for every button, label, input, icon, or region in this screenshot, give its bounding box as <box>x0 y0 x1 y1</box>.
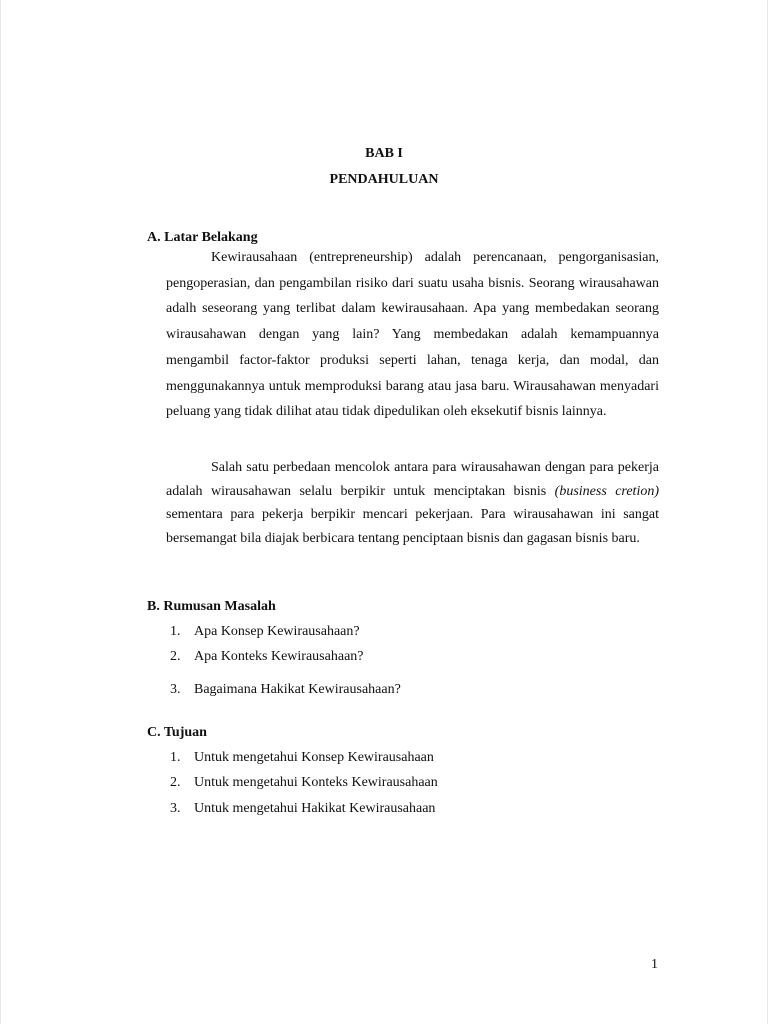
list-item-text: Apa Konteks Kewirausahaan? <box>194 649 364 664</box>
list-item-text: Untuk mengetahui Konsep Kewirausahaan <box>194 750 434 765</box>
page-number: 1 <box>651 957 658 972</box>
list-item-number: 1. <box>170 750 181 765</box>
list-item-number: 3. <box>170 801 181 816</box>
section-c-heading: C. Tujuan <box>147 725 207 740</box>
list-item <box>170 775 438 791</box>
list-item-number: 1. <box>170 624 181 639</box>
list-item-text: Bagaimana Hakikat Kewirausahaan? <box>194 682 401 697</box>
list-item <box>170 750 434 766</box>
list-item-number: 3. <box>170 682 181 697</box>
chapter-title: PENDAHULUAN <box>329 172 439 187</box>
background-paragraph-2-text-start: Salah satu perbedaan mencolok antara para wirausahawan dengan para pekerja adalah wirausahawan selalu berpikir untuk menciptakan bisnis <box>166 460 659 499</box>
list-item-number: 2. <box>170 649 181 664</box>
list-item-number: 2. <box>170 775 181 790</box>
background-paragraph-2-text-end: sementara para pekerja berpikir mencari pekerjaan. Para wirausahawan ini sangat bersemangat bila diajak berbicara tentang penciptaan bisnis dan gagasan bisnis baru. <box>166 507 659 546</box>
list-item <box>170 801 435 817</box>
background-paragraph-1-text: Kewirausahaan (entrepreneurship) adalah perencanaan, pengorganisasian, pengoperasian, dan pengambilan risiko dari suatu usaha bisnis. Seorang wirausahawan adalh seseorang yang terlibat dalam kewirausahaan. Apa yang membedakan seorang wirausahawan dengan yang lain? Yang membedakan adalah kemampuannya mengambil factor-faktor produksi seperti lahan, tenaga kerja, dan modal, dan menggunakannya untuk memproduksi barang atau jasa baru. Wirausahawan menyadari peluang yang tidak dilihat atau tidak dipedulikan oleh eksekutif bisnis lainnya. <box>166 250 659 420</box>
list-item <box>170 682 401 698</box>
list-item <box>170 649 364 665</box>
list-item-text: Apa Konsep Kewirausahaan? <box>194 624 360 639</box>
list-item <box>170 624 360 640</box>
list-item-text: Untuk mengetahui Hakikat Kewirausahaan <box>194 801 436 816</box>
background-paragraph-1 <box>166 245 659 425</box>
section-a-heading: A. Latar Belakang <box>147 230 258 245</box>
list-item-text: Untuk mengetahui Konteks Kewirausahaan <box>194 775 438 790</box>
background-paragraph-2 <box>166 456 659 550</box>
section-b-heading: B. Rumusan Masalah <box>147 599 276 614</box>
chapter-number: BAB I <box>365 146 403 161</box>
background-paragraph-2-italic-term: (business cretion) <box>554 483 659 499</box>
